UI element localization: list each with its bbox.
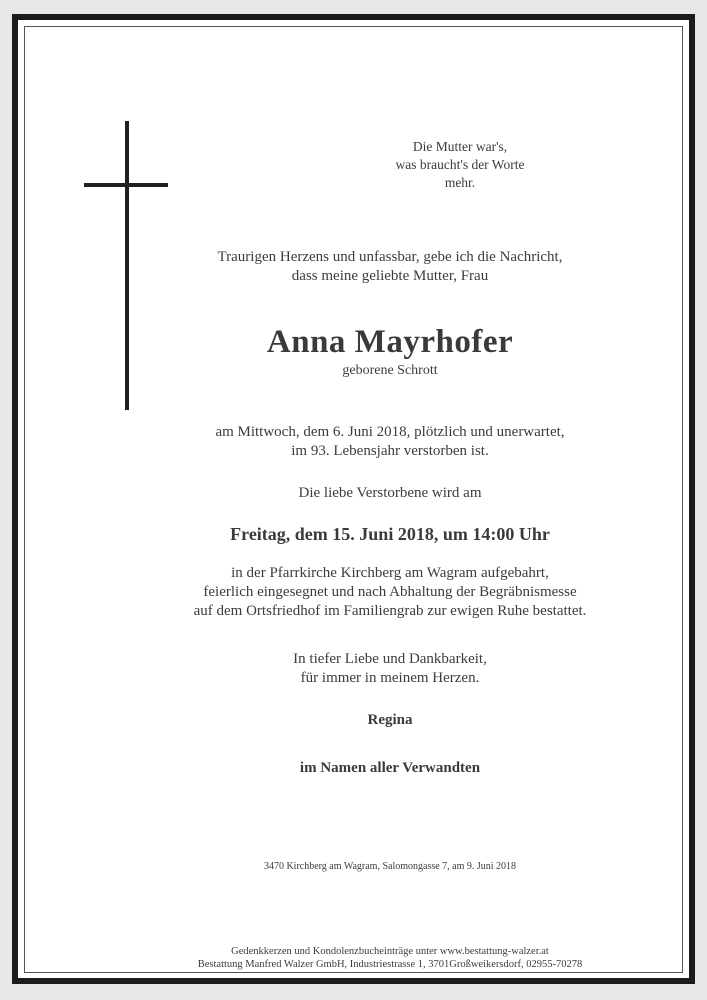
footer-line: Bestattung Manfred Walzer GmbH, Industriestrasse 1, 3701Großweikersdorf, 02955-70278 [197,959,583,970]
footer [140,945,640,971]
cross-horizontal-bar [84,183,168,187]
intro-line: dass meine geliebte Mutter, Frau [291,268,489,284]
signatory-name: Regina [367,712,413,728]
funeral-line: in der Pfarrkirche Kirchberg am Wagram aufgebahrt, [231,565,549,581]
intro-text [140,248,640,286]
announcement-text [140,484,640,503]
death-line: im 93. Lebensjahr verstorben ist. [291,443,489,459]
death-notice [140,423,640,461]
quote-line: mehr. [444,175,476,190]
footer-line: Gedenkkerzen und Kondolenzbucheinträge unter www.bestattung-walzer.at [231,946,549,957]
cross-vertical-bar [125,121,129,410]
place-date: 3470 Kirchberg am Wagram, Salomongasse 7, am 9. Juni 2018 [263,861,517,872]
relatives-line: im Namen aller Verwandten [299,760,481,776]
funeral-line: feierlich eingesegnet und nach Abhaltung der Begräbnismesse [203,584,577,600]
funeral-details [140,564,640,621]
maiden-name: geborene Schrott [342,363,438,378]
funeral-line: auf dem Ortsfriedhof im Familiengrab zur ewigen Ruhe bestattet. [193,603,587,619]
death-line: am Mittwoch, dem 6. Juni 2018, plötzlich und unerwartet, [215,424,565,440]
funeral-date: Freitag, dem 15. Juni 2018, um 14:00 Uhr [230,524,550,544]
closing-line: In tiefer Liebe und Dankbarkeit, [293,651,487,667]
deceased-name: Anna Mayrhofer [266,324,514,360]
announcement-line: Die liebe Verstorbene wird am [298,485,482,501]
opening-quote [360,138,560,192]
closing-line: für immer in meinem Herzen. [300,670,480,686]
quote-line: was braucht's der Worte [395,157,525,172]
closing-text [140,650,640,688]
quote-line: Die Mutter war's, [412,139,508,154]
intro-line: Traurigen Herzens und unfassbar, gebe ich die Nachricht, [217,249,563,265]
